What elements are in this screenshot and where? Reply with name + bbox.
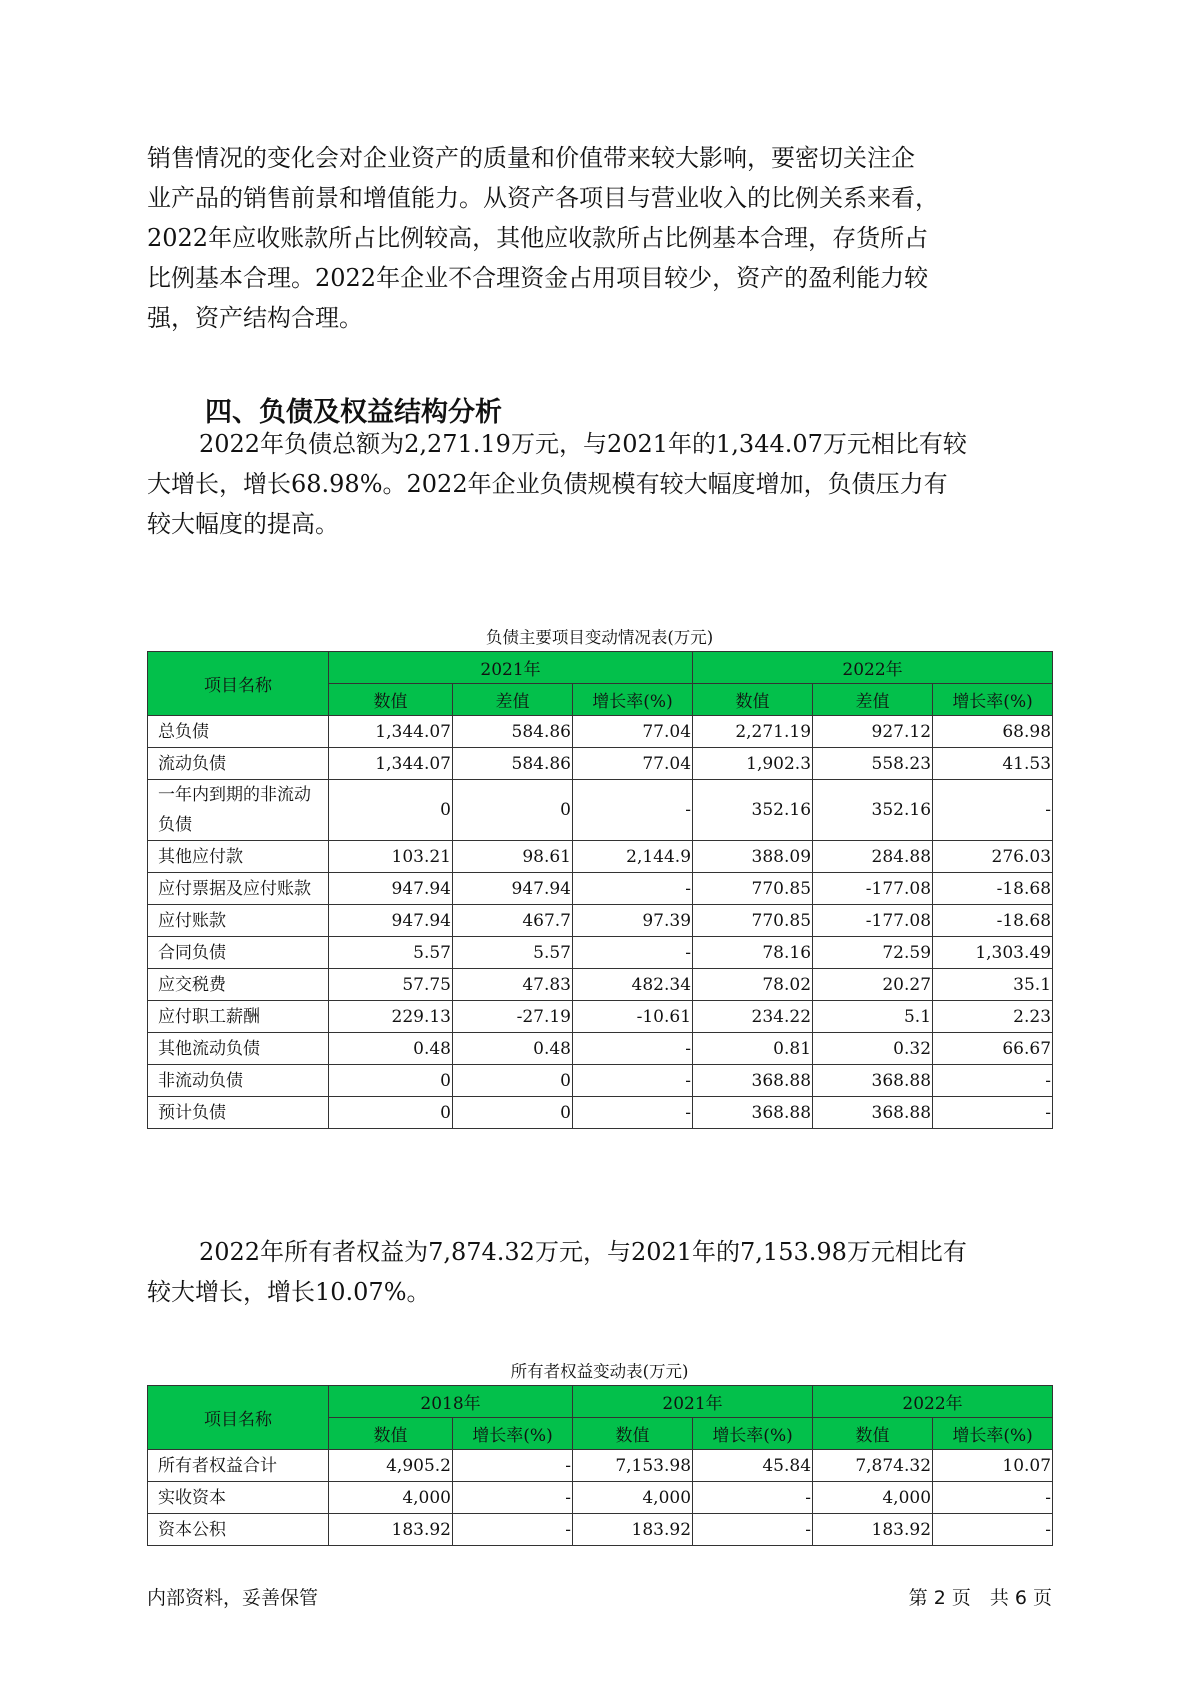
table-cell: 368.88 bbox=[813, 1065, 933, 1097]
table-cell: -18.68 bbox=[933, 873, 1053, 905]
text-line: 大增长，增长68.98%。2022年企业负债规模有较大幅度增加，负债压力有 bbox=[147, 470, 948, 498]
table-cell: - bbox=[933, 1065, 1053, 1097]
table-cell: 368.88 bbox=[813, 1097, 933, 1129]
row-label: 预计负债 bbox=[148, 1097, 329, 1129]
table-cell: 0 bbox=[453, 780, 573, 841]
table-row bbox=[148, 969, 1053, 1001]
table-cell: 5.57 bbox=[453, 937, 573, 969]
text-line: 较大增长，增长10.07%。 bbox=[147, 1278, 431, 1306]
table-cell: 0.48 bbox=[453, 1033, 573, 1065]
table-cell: 352.16 bbox=[693, 780, 813, 841]
table-cell: 35.1 bbox=[933, 969, 1053, 1001]
row-label: 所有者权益合计 bbox=[148, 1450, 329, 1482]
table-cell: 4,000 bbox=[813, 1482, 933, 1514]
row-label: 实收资本 bbox=[148, 1482, 329, 1514]
table-cell: 770.85 bbox=[693, 873, 813, 905]
table-cell: -10.61 bbox=[573, 1001, 693, 1033]
table-row bbox=[148, 873, 1053, 905]
table-row bbox=[148, 716, 1053, 748]
table-cell: -18.68 bbox=[933, 905, 1053, 937]
table-cell: - bbox=[933, 1482, 1053, 1514]
table-cell: 78.16 bbox=[693, 937, 813, 969]
row-label: 合同负债 bbox=[148, 937, 329, 969]
header-value: 数值 bbox=[693, 684, 813, 716]
text-line: 2022年应收账款所占比例较高，其他应收款所占比例基本合理，存货所占 bbox=[147, 224, 929, 252]
table-cell: 0.32 bbox=[813, 1033, 933, 1065]
table-cell: 584.86 bbox=[453, 748, 573, 780]
row-label: 其他应付款 bbox=[148, 841, 329, 873]
table-cell: 482.34 bbox=[573, 969, 693, 1001]
row-label: 应付职工薪酬 bbox=[148, 1001, 329, 1033]
table-cell: 66.67 bbox=[933, 1033, 1053, 1065]
table-cell: 368.88 bbox=[693, 1065, 813, 1097]
text-line: 销售情况的变化会对企业资产的质量和价值带来较大影响，要密切关注企 bbox=[147, 144, 915, 172]
table-cell: 183.92 bbox=[329, 1514, 453, 1546]
table-cell: 2,144.9 bbox=[573, 841, 693, 873]
table-cell: 5.57 bbox=[329, 937, 453, 969]
header-growth: 增长率(%) bbox=[573, 684, 693, 716]
text-line: 较大幅度的提高。 bbox=[147, 510, 339, 538]
table-row bbox=[148, 780, 1053, 841]
row-label: 应交税费 bbox=[148, 969, 329, 1001]
table-cell: -177.08 bbox=[813, 873, 933, 905]
header-year: 2021年 bbox=[573, 1386, 813, 1418]
table-cell: - bbox=[573, 1065, 693, 1097]
intro-paragraph bbox=[147, 138, 1052, 338]
table-cell: 4,000 bbox=[573, 1482, 693, 1514]
table-cell: - bbox=[573, 780, 693, 841]
table-row bbox=[148, 905, 1053, 937]
footer-confidential: 内部资料，妥善保管 bbox=[147, 1587, 319, 1609]
table-cell: 284.88 bbox=[813, 841, 933, 873]
table-cell: 98.61 bbox=[453, 841, 573, 873]
table-row bbox=[148, 748, 1053, 780]
header-value: 数值 bbox=[573, 1418, 693, 1450]
table-cell: -177.08 bbox=[813, 905, 933, 937]
row-label: 应付账款 bbox=[148, 905, 329, 937]
header-growth: 增长率(%) bbox=[693, 1418, 813, 1450]
row-label: 应付票据及应付账款 bbox=[148, 873, 329, 905]
liability-table-caption: 负债主要项目变动情况表(万元) bbox=[485, 628, 714, 647]
table-cell: 927.12 bbox=[813, 716, 933, 748]
table-cell: 68.98 bbox=[933, 716, 1053, 748]
table-cell: 183.92 bbox=[813, 1514, 933, 1546]
table-row bbox=[148, 937, 1053, 969]
text-line: 强，资产结构合理。 bbox=[147, 304, 363, 332]
table-row bbox=[148, 841, 1053, 873]
table-cell: 0.48 bbox=[329, 1033, 453, 1065]
table-cell: 0 bbox=[329, 1097, 453, 1129]
header-year: 2021年 bbox=[329, 652, 693, 684]
table-cell: - bbox=[693, 1514, 813, 1546]
table-cell: 0 bbox=[329, 780, 453, 841]
table-row bbox=[148, 1514, 1053, 1546]
table-cell: - bbox=[573, 937, 693, 969]
table-cell: -27.19 bbox=[453, 1001, 573, 1033]
header-item-name: 项目名称 bbox=[148, 652, 329, 716]
table-cell: 229.13 bbox=[329, 1001, 453, 1033]
table-cell: 4,905.2 bbox=[329, 1450, 453, 1482]
table-cell: 20.27 bbox=[813, 969, 933, 1001]
liability-table bbox=[147, 651, 1053, 1129]
footer-page-number: 第 2 页 共 6 页 bbox=[908, 1587, 1052, 1609]
table-cell: 4,000 bbox=[329, 1482, 453, 1514]
table-cell: - bbox=[693, 1482, 813, 1514]
header-value: 数值 bbox=[329, 684, 453, 716]
table-cell: 57.75 bbox=[329, 969, 453, 1001]
text-line: 业产品的销售前景和增值能力。从资产各项目与营业收入的比例关系来看， bbox=[147, 184, 939, 212]
table-cell: 77.04 bbox=[573, 748, 693, 780]
row-label: 非流动负债 bbox=[148, 1065, 329, 1097]
table-cell: 1,344.07 bbox=[329, 748, 453, 780]
table-cell: 7,874.32 bbox=[813, 1450, 933, 1482]
row-label: 资本公积 bbox=[148, 1514, 329, 1546]
table-row bbox=[148, 1033, 1053, 1065]
table-cell: - bbox=[453, 1514, 573, 1546]
row-label: 流动负债 bbox=[148, 748, 329, 780]
table-cell: 0 bbox=[453, 1065, 573, 1097]
equity-table-caption: 所有者权益变动表(万元) bbox=[510, 1362, 689, 1381]
table-cell: 388.09 bbox=[693, 841, 813, 873]
header-year: 2022年 bbox=[813, 1386, 1053, 1418]
table-cell: 183.92 bbox=[573, 1514, 693, 1546]
table-cell: 1,344.07 bbox=[329, 716, 453, 748]
table-cell: - bbox=[453, 1482, 573, 1514]
table-cell: 947.94 bbox=[329, 873, 453, 905]
table-row bbox=[148, 1097, 1053, 1129]
table-cell: 10.07 bbox=[933, 1450, 1053, 1482]
header-growth: 增长率(%) bbox=[933, 684, 1053, 716]
text-line: 2022年负债总额为2,271.19万元，与2021年的1,344.07万元相比有较 bbox=[199, 430, 967, 458]
equity-table bbox=[147, 1385, 1053, 1546]
section-heading: 四、负债及权益结构分析 bbox=[205, 397, 502, 428]
header-growth: 增长率(%) bbox=[453, 1418, 573, 1450]
row-label: 总负债 bbox=[148, 716, 329, 748]
table-cell: 47.83 bbox=[453, 969, 573, 1001]
table-cell: 2.23 bbox=[933, 1001, 1053, 1033]
table-cell: 368.88 bbox=[693, 1097, 813, 1129]
table-cell: 72.59 bbox=[813, 937, 933, 969]
table-cell: 467.7 bbox=[453, 905, 573, 937]
text-line: 比例基本合理。2022年企业不合理资金占用项目较少，资产的盈利能力较 bbox=[147, 264, 929, 292]
table-cell: 0 bbox=[329, 1065, 453, 1097]
table-cell: 947.94 bbox=[329, 905, 453, 937]
header-growth: 增长率(%) bbox=[933, 1418, 1053, 1450]
table-cell: 947.94 bbox=[453, 873, 573, 905]
table-cell: 276.03 bbox=[933, 841, 1053, 873]
table-cell: 103.21 bbox=[329, 841, 453, 873]
table-cell: 584.86 bbox=[453, 716, 573, 748]
table-cell: 1,303.49 bbox=[933, 937, 1053, 969]
header-diff: 差值 bbox=[453, 684, 573, 716]
header-year: 2022年 bbox=[693, 652, 1053, 684]
table-cell: 558.23 bbox=[813, 748, 933, 780]
table-cell: - bbox=[573, 1033, 693, 1065]
row-label: 其他流动负债 bbox=[148, 1033, 329, 1065]
table-row bbox=[148, 1482, 1053, 1514]
table-cell: - bbox=[933, 1097, 1053, 1129]
text-line: 2022年所有者权益为7,874.32万元，与2021年的7,153.98万元相比有 bbox=[199, 1238, 967, 1266]
header-value: 数值 bbox=[329, 1418, 453, 1450]
table-cell: 770.85 bbox=[693, 905, 813, 937]
table-cell: 41.53 bbox=[933, 748, 1053, 780]
table-cell: - bbox=[933, 1514, 1053, 1546]
table-row bbox=[148, 1001, 1053, 1033]
table-cell: 2,271.19 bbox=[693, 716, 813, 748]
header-item-name: 项目名称 bbox=[148, 1386, 329, 1450]
table-cell: - bbox=[453, 1450, 573, 1482]
table-row bbox=[148, 1450, 1053, 1482]
header-value: 数值 bbox=[813, 1418, 933, 1450]
table-cell: - bbox=[573, 1097, 693, 1129]
table-cell: 97.39 bbox=[573, 905, 693, 937]
liability-paragraph bbox=[147, 424, 1052, 544]
table-cell: 78.02 bbox=[693, 969, 813, 1001]
header-diff: 差值 bbox=[813, 684, 933, 716]
table-cell: 0 bbox=[453, 1097, 573, 1129]
table-cell: 45.84 bbox=[693, 1450, 813, 1482]
table-cell: 234.22 bbox=[693, 1001, 813, 1033]
table-row bbox=[148, 1065, 1053, 1097]
table-cell: 7,153.98 bbox=[573, 1450, 693, 1482]
table-cell: 5.1 bbox=[813, 1001, 933, 1033]
row-label: 一年内到期的非流动负债 bbox=[148, 780, 329, 841]
table-cell: 0.81 bbox=[693, 1033, 813, 1065]
table-cell: 1,902.3 bbox=[693, 748, 813, 780]
header-year: 2018年 bbox=[329, 1386, 573, 1418]
table-cell: - bbox=[573, 873, 693, 905]
equity-paragraph bbox=[147, 1232, 1052, 1312]
table-cell: 352.16 bbox=[813, 780, 933, 841]
table-cell: 77.04 bbox=[573, 716, 693, 748]
table-cell: - bbox=[933, 780, 1053, 841]
